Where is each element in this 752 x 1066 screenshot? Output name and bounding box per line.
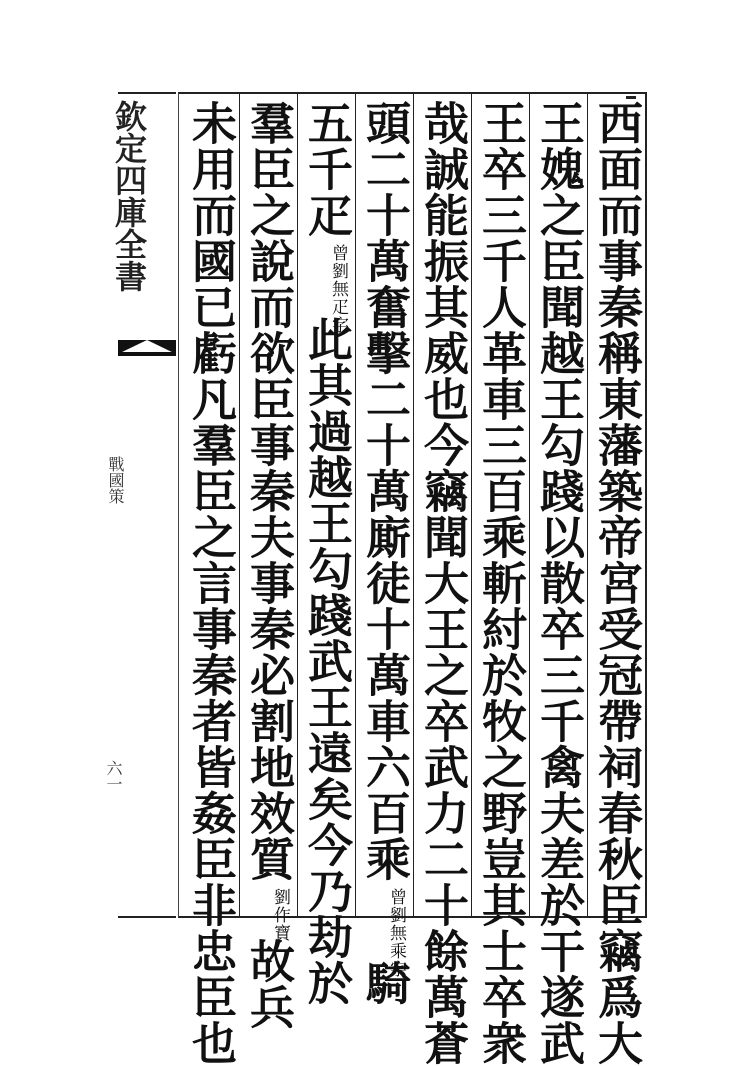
corner-tick xyxy=(626,96,636,99)
margin-page-number: 六一 xyxy=(104,760,123,792)
main-text: 五千疋 xyxy=(300,100,353,238)
main-text: 王媿之臣聞越王勾踐以散卒三千禽夫差於干遂武 xyxy=(532,100,585,1066)
text-column xyxy=(474,100,527,1066)
text-column xyxy=(416,100,469,1066)
column-rule xyxy=(587,92,588,916)
column-rule xyxy=(471,92,472,916)
margin-book-title: 戰國策 xyxy=(106,456,125,504)
main-text: 未用而國已虧凡羣臣之言事秦者皆姦臣非忠臣也 xyxy=(184,100,237,1066)
main-text: 哉誠能振其威也今竊聞大王之卒武力二十餘萬蒼 xyxy=(416,100,469,1066)
main-text: 羣臣之說而欲臣事秦夫事秦必割地效質 xyxy=(242,100,295,882)
main-text: 西面而事秦稱東藩築帝宮受冠帶祠春秋臣竊爲大 xyxy=(590,100,643,1066)
margin-caption: 欽定四庫全書 xyxy=(110,100,148,292)
text-column xyxy=(590,100,643,1066)
column-rule xyxy=(413,92,414,916)
text-column xyxy=(300,100,353,1006)
text-column xyxy=(532,100,585,1066)
column-rule xyxy=(355,92,356,916)
annotation-note: 曾劉無乘字 xyxy=(386,888,406,978)
annotation-note: 曾劉無疋字 xyxy=(328,244,348,334)
main-text: 此其過越王勾踐武王遠矣今乃劫於 xyxy=(300,316,353,1006)
main-text: 故兵 xyxy=(242,938,295,1030)
fishtail-bar xyxy=(118,352,176,356)
column-rule xyxy=(297,92,298,916)
column-rule xyxy=(529,92,530,916)
column-rule xyxy=(239,92,240,916)
text-column xyxy=(242,100,295,1030)
main-text: 王卒三千人革車三百乘斬紂於牧之野豈其士卒衆 xyxy=(474,100,527,1066)
text-column xyxy=(358,100,411,1006)
main-text: 頭二十萬奮擊二十萬廝徒十萬車六百乘 xyxy=(358,100,411,882)
annotation-note: 劉作寶 xyxy=(270,888,290,942)
main-text: 騎 xyxy=(358,960,411,1006)
text-column xyxy=(184,100,237,1066)
